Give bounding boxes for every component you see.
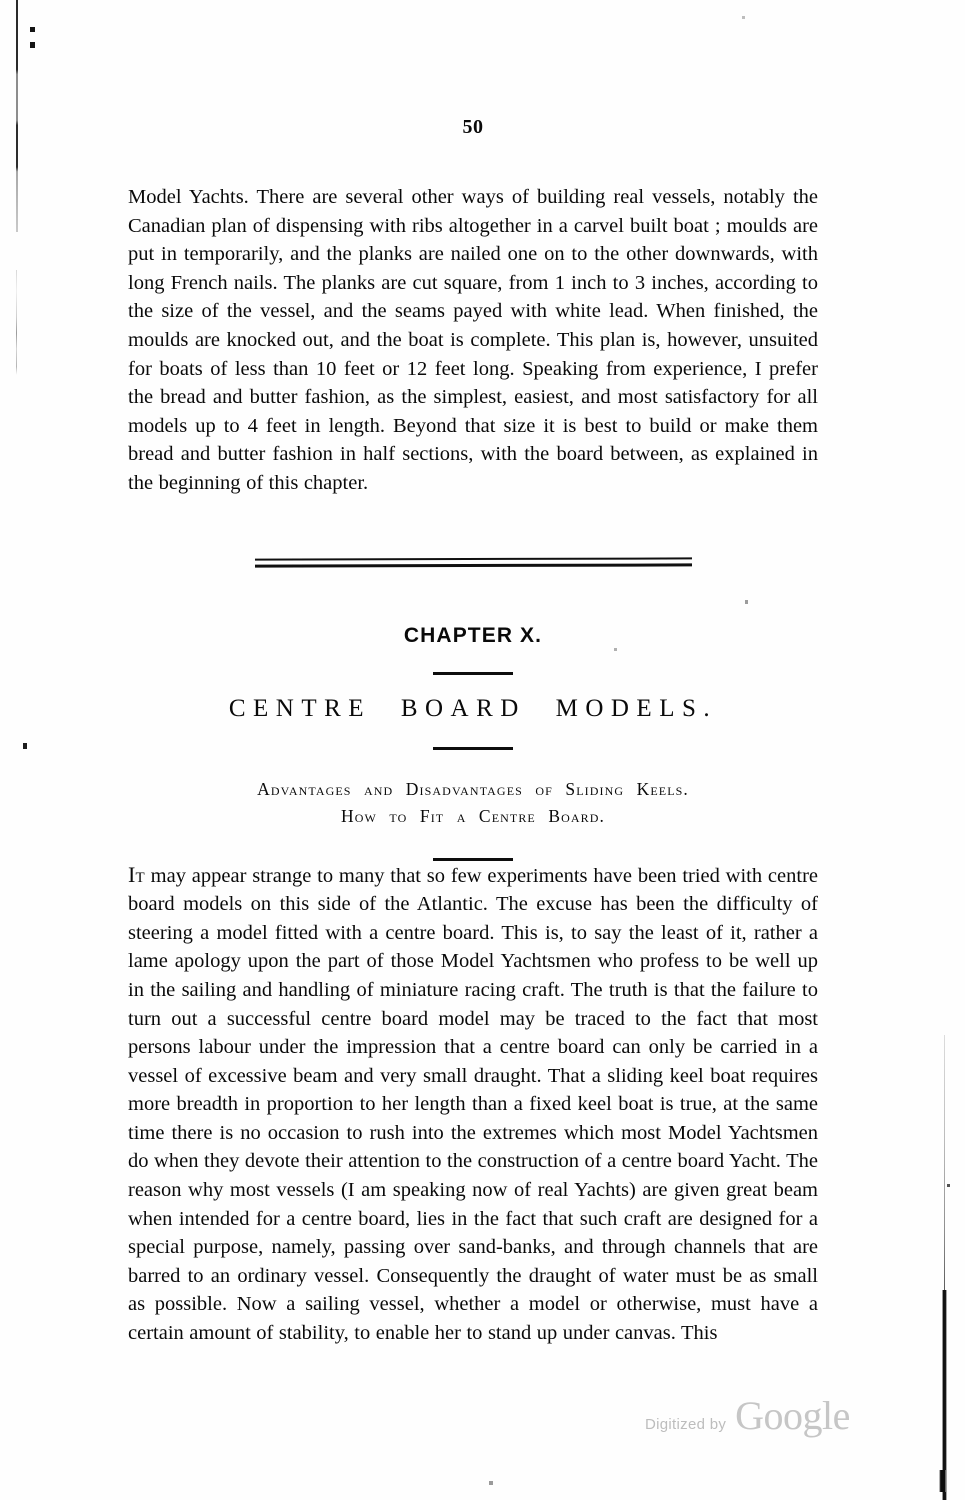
chapter-label: CHAPTER X. [403,623,543,647]
scan-artifact-speck [30,42,35,48]
ornamental-double-rule [254,557,691,567]
watermark-prefix: Digitized by [645,1416,727,1433]
chapter-heading-block [128,558,818,861]
scan-artifact-right-edge-dark [941,1290,947,1500]
chapter-subtitle-line-2: How to Fit a Centre Board. [341,805,605,826]
scan-artifact-speck [23,743,27,749]
chapter-title: CENTRE BOARD MODELS. [228,694,718,722]
scan-artifact-left-streak [16,270,17,375]
scan-artifact-right-edge-tip [936,1470,946,1492]
divider-rule-middle [433,747,513,750]
page-text-column [128,0,818,1348]
scan-artifact-speck [489,1481,493,1485]
scan-artifact-left-edge [16,0,18,232]
paragraph-opening-body: may appear strange to many that so few experiments have been tried with centre board models on this side of the Atlantic. The excuse has been the difficulty of steering a model fitted with a centre board. This is, to say the least of it, rather a lame apology upon the part of those Model Yachtsmen who profess to be well up in the sailing and handling of miniature racing craft. The truth is that the failure to turn out a successful centre board model may be traced to the fact that most persons labour under the impression that a centre board can only be carried in a vessel of excessive beam and very small draught. That a sliding keel boat requires more breadth in proportion to her length than a fixed keel boat is true, at the same time there is no occasion to rush into the extremes which most Model Yachtsmen do when they devote their attention to the construction of a centre board Yacht. The reason why most vessels (I am speaking now of real Yachts) are given great beam when intended for a centre board, lies in the fact that such craft are designed for a special purpose, namely, passing over sand-banks, and through channels that are barred to an ordinary vessel. Consequently the draught of water must be as small as possible. Now a sailing vessel, whether a model or otherwise, must have a certain amount of stability, to enable her to stand up under canvas. This [128,864,818,1345]
scan-artifact-speck [947,1184,950,1187]
scan-artifact-speck [30,27,35,32]
divider-rule-upper [433,672,513,675]
page-number: 50 [462,116,484,138]
chapter-subtitle-line-1: Advantages and Disadvantages of Sliding Keels. [257,778,689,799]
digitized-by-google-watermark [645,1393,850,1438]
paragraph-lead-smallcaps: It [128,861,145,887]
chapter-subtitle-block [128,776,818,830]
scan-artifact-right-edge-faint [944,1035,945,1293]
paragraph-continued: Model Yachts. There are several other ways of building real vessels, notably the Canadian plan of dispensing with ribs altogether in a carvel built boat ; moulds are put in temporarily, and the planks are nailed one on to the other downwards, with long French nails. The planks are cut square, from 1 inch to 3 inches, according to the size of the vessel, and the seams payed with white lead. When finished, the moulds are knocked out, and the boat is complete. This plan is, however, unsuited for boats of less than 10 feet or 12 feet long. Speaking from experience, I prefer the bread and butter fashion, as the simplest, easiest, and most satisfactory for all models up to 4 feet in length. Beyond that size it is best to build or make them bread and butter fashion in half sections, with the board between, as explained in the beginning of this chapter. [128,186,818,494]
watermark-brand: Google [735,1393,850,1438]
paragraph-chapter-opening [128,861,818,1348]
